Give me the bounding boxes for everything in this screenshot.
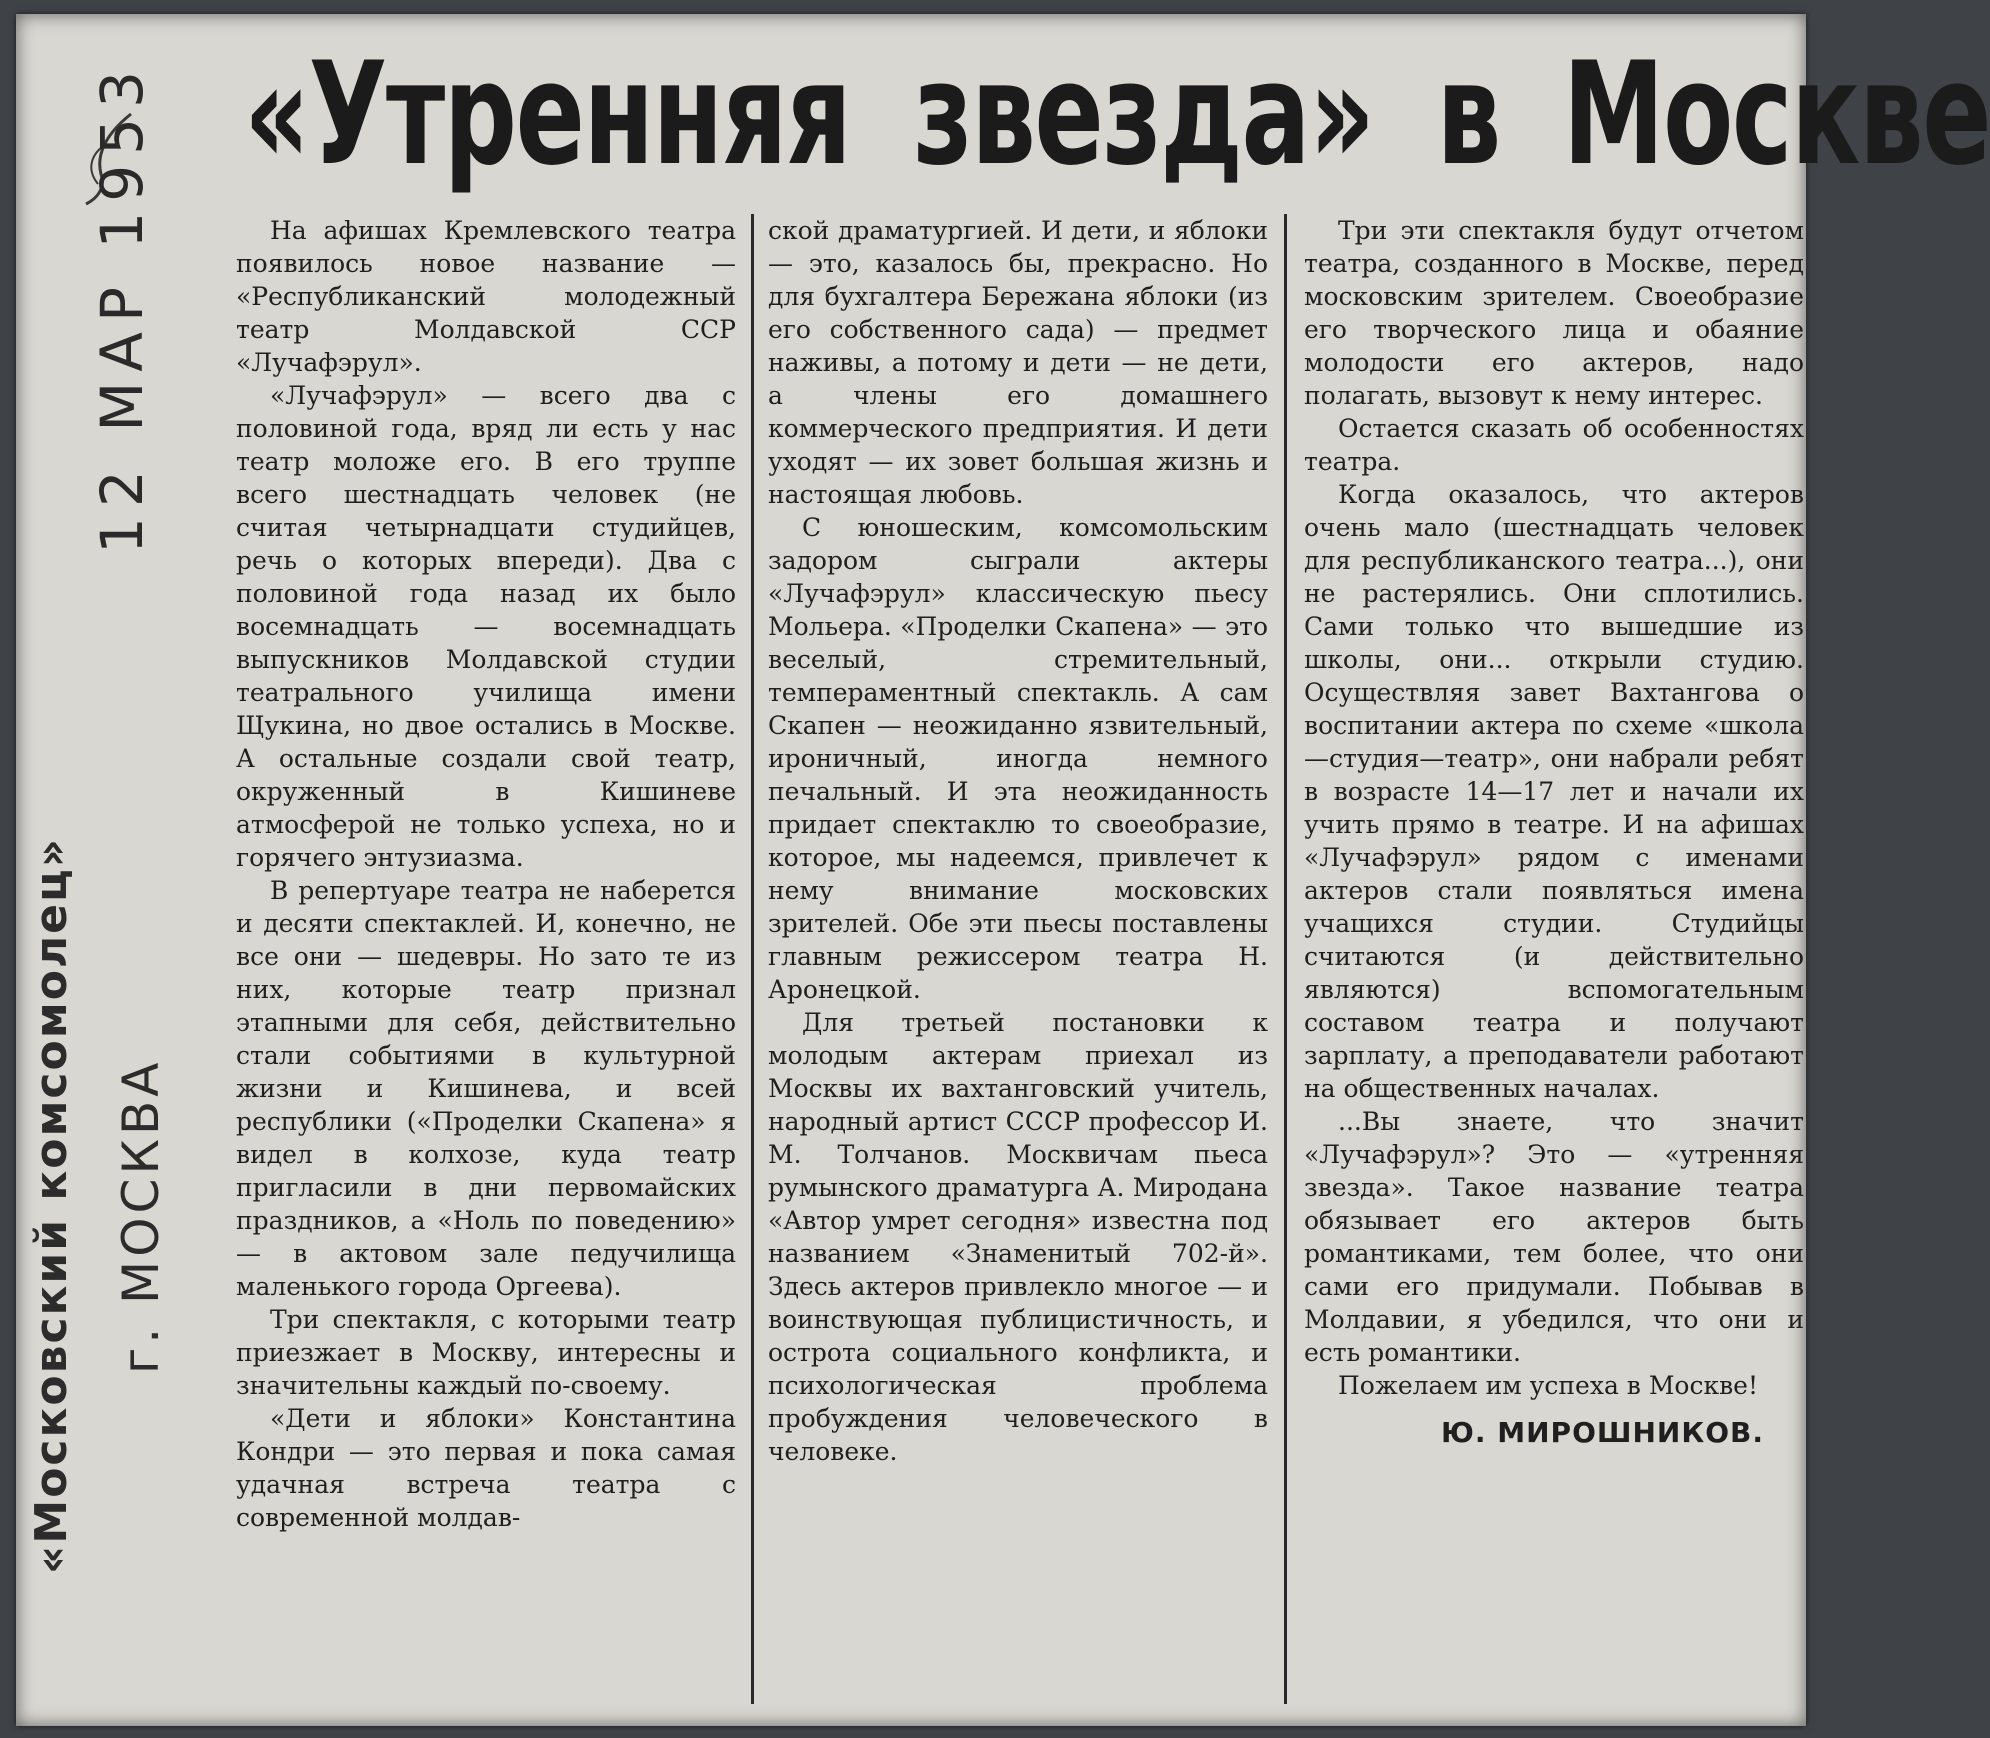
paragraph: Для третьей постановки к молодым актерам приехал из Москвы их вахтанговский учитель, народный артист СССР профессор И. М. Толчанов. Москвичам пьеса румынского драматурга А. Миродана «Автор умрет сегодня» известна под названием «Знаменитый 702-й». Здесь актеров привлекло многое — и воинствующая публицистичность, и острота социального конфликта, и психологическая проблема пробуждения человеческого в человеке.: [768, 1008, 1268, 1466]
paragraph: Пожелаем им успеха в Москве!: [1338, 1371, 1759, 1400]
paragraph: «Лучафэрул» — всего два с половиной года, вряд ли есть у нас театр моложе его. В его труппе всего шестнадцать человек (не считая четырнадцати студийцев, речь о которых впереди). Два с половиной года назад их было восемнадцать — восемнадцать выпускников Молдавской студии театрального училища имени Щукина, но двое остались в Москве. А остальные создали свой театр, окруженный в Кишиневе атмосферой не только успеха, но и горячего энтузиазма.: [236, 381, 736, 872]
column-divider: [751, 214, 754, 1704]
article-column-2: [768, 214, 1268, 1468]
article-column-3: [1304, 214, 1804, 1449]
date-stamp: 12 МАР 1953: [88, 61, 156, 554]
paragraph: На афишах Кремлевского театра появилось новое название — «Республиканский молодежный театр Молдавской ССР «Лучафэрул».: [236, 216, 736, 377]
paragraph: Три спектакля, с которыми театр приезжает в Москву, интересны и значительны каждый по-своему.: [236, 1305, 736, 1400]
paragraph: ...Вы знаете, что значит «Лучафэрул»? Это — «утренняя звезда». Такое название театра обязывает его актеров быть романтиками, тем более, что они сами его придумали. Побывав в Молдавии, я убедился, что они и есть романтики.: [1304, 1107, 1804, 1367]
paragraph: Остается сказать об особенностях театра.: [1304, 414, 1804, 476]
paragraph: С юношеским, комсомольским задором сыграли актеры «Лучафэрул» классическую пьесу Мольера. «Проделки Скапена» — это веселый, стремительный, темпераментный спектакль. А сам Скапен — неожиданно язвительный, ироничный, иногда немного печальный. И эта неожиданность придает спектаклю то своеобразие, которое, мы надеемся, привлечет к нему внимание московских зрителей. Обе эти пьесы поставлены главным режиссером театра Н. Аронецкой.: [768, 513, 1268, 1004]
newspaper-clipping: [16, 14, 1990, 1726]
city-stamp: г. МОСКВА: [112, 1058, 170, 1374]
article-headline: «Утренняя звезда» в Москве: [244, 32, 1990, 197]
column-divider: [1284, 214, 1287, 1704]
paragraph: «Дети и яблоки» Константина Кондри — это первая и пока самая удачная встреча театра с современной молдав-: [236, 1404, 736, 1532]
author-signature: Ю. МИРОШНИКОВ.: [1441, 1416, 1764, 1449]
article-column-1: [236, 214, 736, 1534]
paragraph: Когда оказалось, что актеров очень мало (шестнадцать человек для республиканского театра...), они не растерялись. Они сплотились. Сами только что вышедшие из школы, они... открыли студию. Осуществляя завет Вахтангова о воспитании актера по схеме «школа—студия—театр», они набрали ребят в возрасте 14—17 лет и начали их учить прямо в театре. И на афишах «Лучафэрул» рядом с именами актеров стали появляться имена учащихся студии. Студийцы считаются (и действительно являются) вспомогательным составом театра и получают зарплату, а преподаватели работают на общественных началах.: [1304, 480, 1804, 1103]
paragraph: В репертуаре театра не наберется и десяти спектаклей. И, конечно, не все они — шедевры. Но зато те из них, которые театр признал этапными для себя, действительно стали событиями в культурной жизни и Кишинева, и всей республики («Проделки Скапена» я видел в колхозе, куда театр пригласили в дни первомайских праздников, а «Ноль по поведению» — в актовом зале педучилища маленького города Оргеева).: [236, 876, 736, 1301]
paragraph: ской драматургией. И дети, и яблоки — это, казалось бы, прекрасно. Но для бухгалтера Бережана яблоки (из его собственного сада) — предмет наживы, а потому и дети — не дети, а члены его домашнего коммерческого предприятия. И дети уходят — их зовет большая жизнь и настоящая любовь.: [768, 216, 1268, 509]
newspaper-stamp: «Московский комсомолец»: [26, 836, 77, 1574]
paragraph: Три эти спектакля будут отчетом театра, созданного в Москве, перед московским зрителем. Своеобразие его творческого лица и обаяние молодости его актеров, надо полагать, вызовут к нему интерес.: [1304, 216, 1804, 410]
